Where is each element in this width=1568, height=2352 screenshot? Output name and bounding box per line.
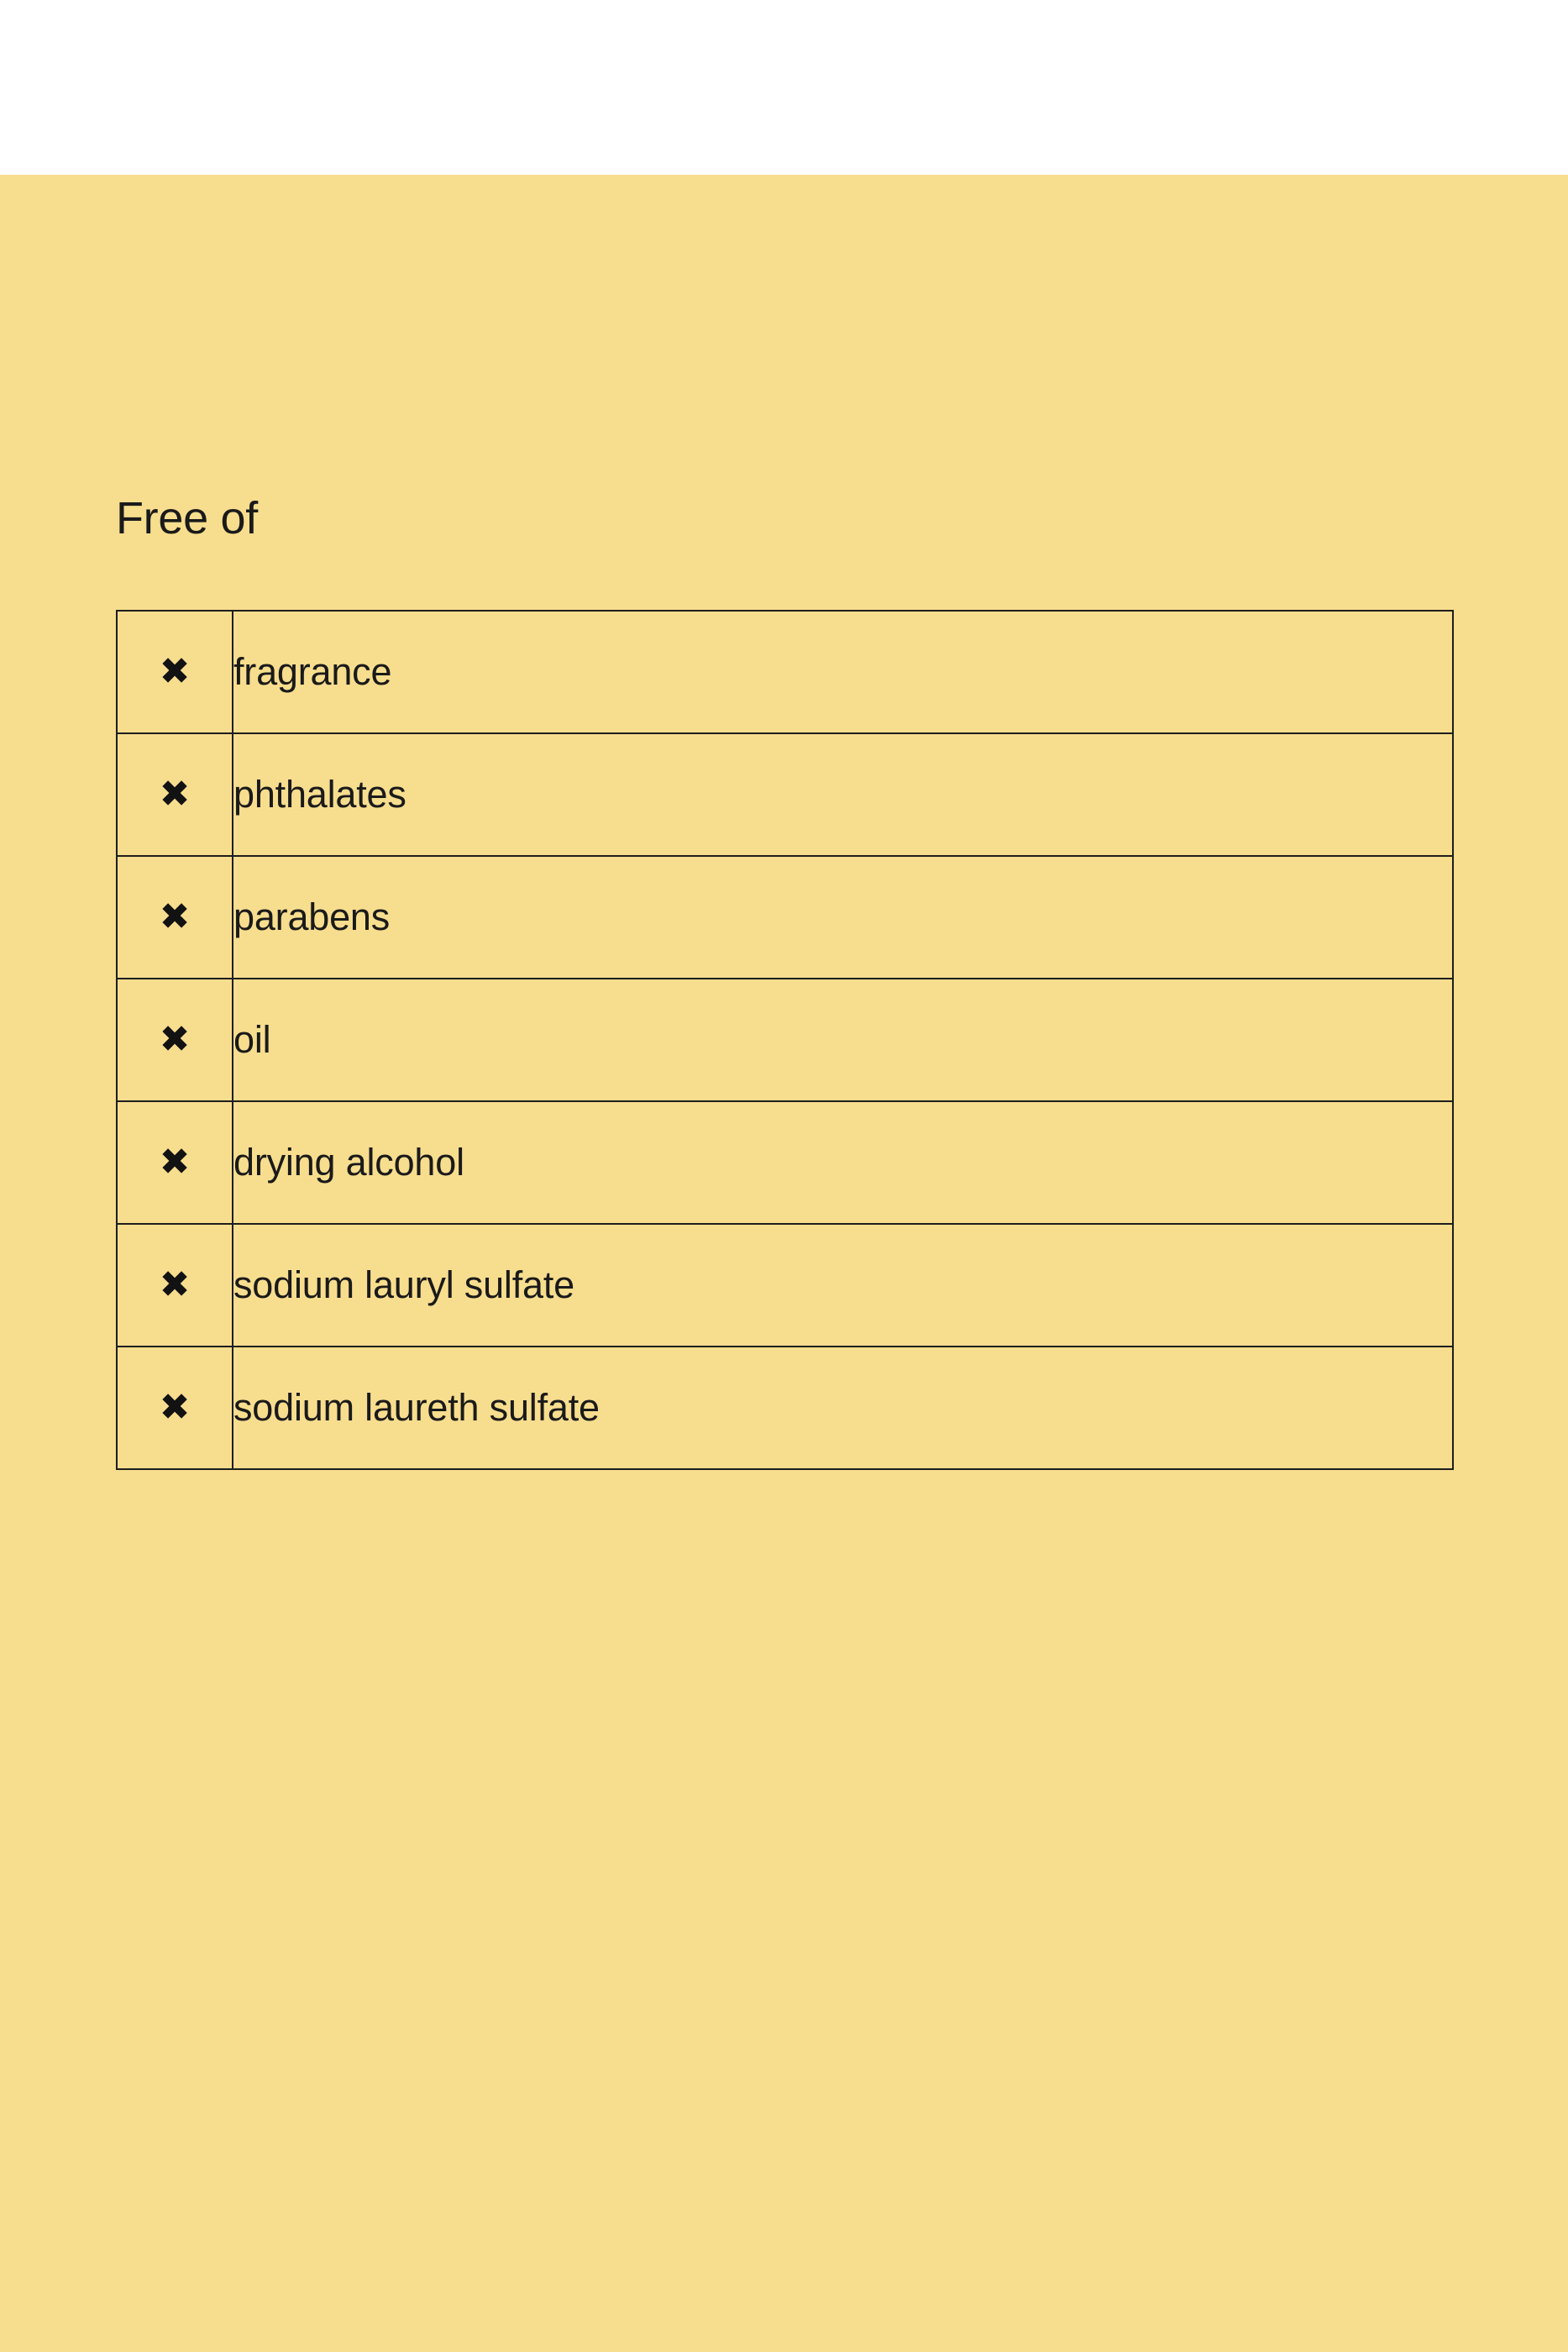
table-row	[117, 1224, 1453, 1347]
row-label-cell: sodium laureth sulfate	[233, 1347, 1453, 1469]
cross-icon: ✖	[159, 773, 191, 816]
row-label-cell: oil	[233, 979, 1453, 1101]
row-label-cell: parabens	[233, 856, 1453, 979]
row-label-cell: phthalates	[233, 733, 1453, 856]
table-row	[117, 1101, 1453, 1224]
table-row	[117, 733, 1453, 856]
table-row	[117, 856, 1453, 979]
cross-icon: ✖	[159, 1386, 191, 1429]
page-title: Free of	[116, 493, 258, 543]
cross-icon: ✖	[159, 1018, 191, 1061]
free-of-table	[116, 610, 1454, 1470]
row-mark-cell	[117, 979, 233, 1101]
cross-icon: ✖	[159, 895, 191, 938]
row-label-cell: fragrance	[233, 611, 1453, 733]
table-row	[117, 1347, 1453, 1469]
table-row	[117, 611, 1453, 733]
cross-icon: ✖	[159, 1141, 191, 1184]
row-mark-cell	[117, 733, 233, 856]
row-mark-cell	[117, 1101, 233, 1224]
row-label-cell: drying alcohol	[233, 1101, 1453, 1224]
table-body	[117, 611, 1453, 1469]
row-mark-cell	[117, 1347, 233, 1469]
cross-icon: ✖	[159, 1263, 191, 1306]
free-of-panel	[0, 175, 1568, 2352]
row-mark-cell	[117, 1224, 233, 1347]
row-mark-cell	[117, 856, 233, 979]
table-row	[117, 979, 1453, 1101]
row-label-cell: sodium lauryl sulfate	[233, 1224, 1453, 1347]
cross-icon: ✖	[159, 650, 191, 693]
row-mark-cell	[117, 611, 233, 733]
